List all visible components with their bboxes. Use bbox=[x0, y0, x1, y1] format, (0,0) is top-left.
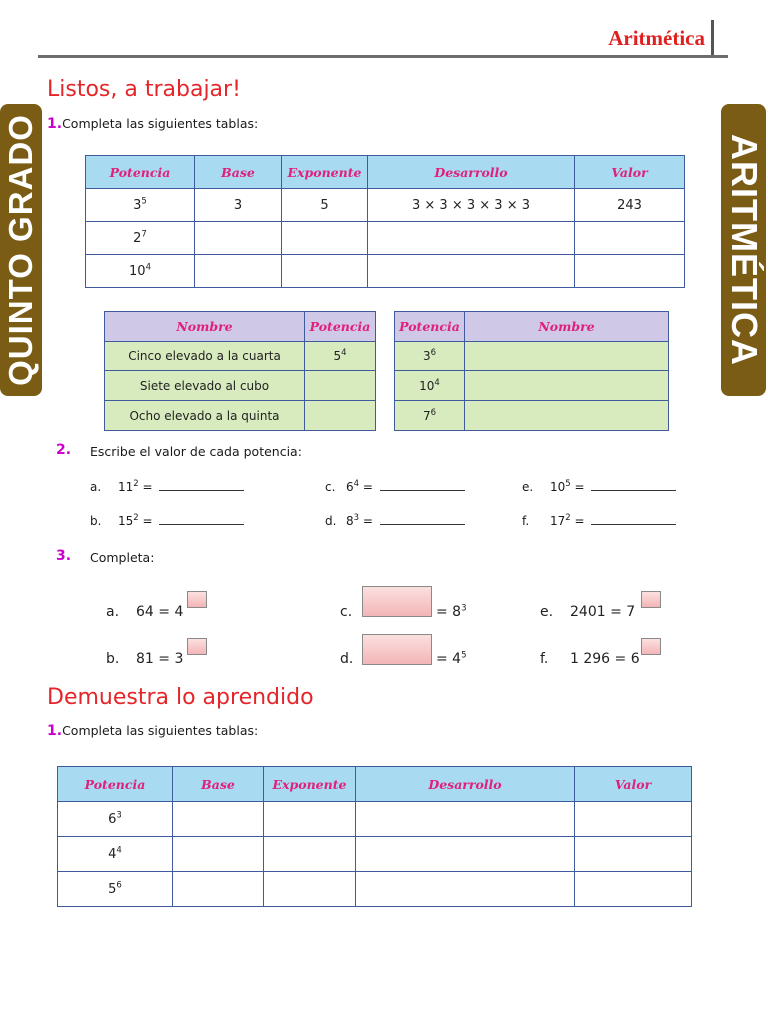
development-cell[interactable] bbox=[368, 255, 575, 288]
section-title-listos: Listos, a trabajar! bbox=[47, 77, 241, 102]
header-divider bbox=[711, 20, 714, 56]
question-3-number: 3. bbox=[56, 548, 72, 564]
side-band-left-label: QUINTO GRADO bbox=[2, 114, 40, 386]
exponent-cell[interactable] bbox=[264, 802, 356, 837]
development-cell[interactable] bbox=[356, 837, 575, 872]
column-header-base: Base bbox=[173, 767, 264, 802]
exponent-cell[interactable] bbox=[264, 837, 356, 872]
exercise-item: b. $15^2$ = bbox=[90, 514, 244, 528]
name-cell: Cinco elevado a la cuarta bbox=[105, 342, 305, 371]
power-cell: $3^5$ bbox=[86, 189, 195, 222]
table-row bbox=[86, 189, 685, 222]
power-cell[interactable] bbox=[305, 371, 376, 401]
exponent-cell[interactable] bbox=[264, 872, 356, 907]
table-row bbox=[58, 802, 692, 837]
instruction-number: 1. bbox=[47, 116, 63, 132]
exercise-item: c. $6^4$ = bbox=[325, 480, 465, 494]
name-cell[interactable] bbox=[465, 342, 669, 371]
development-cell[interactable] bbox=[356, 802, 575, 837]
exponent-cell[interactable] bbox=[282, 222, 368, 255]
answer-box[interactable] bbox=[641, 591, 661, 608]
table-row bbox=[58, 837, 692, 872]
name-cell: Ocho elevado a la quinta bbox=[105, 401, 305, 431]
answer-box[interactable] bbox=[187, 638, 207, 655]
instruction-text: Completa las siguientes tablas: bbox=[62, 116, 259, 131]
completion-item: a. 64 = 4 bbox=[106, 604, 184, 620]
exercise-item: f. $17^2$ = bbox=[522, 514, 676, 528]
value-cell[interactable] bbox=[575, 802, 692, 837]
name-cell: Siete elevado al cubo bbox=[105, 371, 305, 401]
base-cell[interactable] bbox=[173, 802, 264, 837]
power-cell: $7^6$ bbox=[395, 401, 465, 431]
column-header-base: Base bbox=[195, 156, 282, 189]
answer-box[interactable] bbox=[187, 591, 207, 608]
completion-result: = $8^3$ bbox=[436, 603, 467, 620]
column-header-nombre: Nombre bbox=[465, 312, 669, 342]
name-cell[interactable] bbox=[465, 401, 669, 431]
power-to-name-table bbox=[394, 311, 669, 431]
value-cell[interactable] bbox=[575, 255, 685, 288]
power-cell: $3^6$ bbox=[395, 342, 465, 371]
table-row bbox=[105, 342, 376, 371]
answer-blank[interactable] bbox=[591, 480, 676, 491]
value-cell[interactable]: 243 bbox=[575, 189, 685, 222]
exercise-item: a. $11^2$ = bbox=[90, 480, 244, 494]
completion-result: = $4^5$ bbox=[436, 650, 467, 667]
table-row bbox=[105, 371, 376, 401]
value-cell[interactable] bbox=[575, 837, 692, 872]
development-cell[interactable] bbox=[356, 872, 575, 907]
column-header-valor: Valor bbox=[575, 156, 685, 189]
completion-item: b. 81 = 3 bbox=[106, 651, 184, 667]
answer-box[interactable] bbox=[362, 586, 432, 617]
column-header-potencia: Potencia bbox=[86, 156, 195, 189]
answer-blank[interactable] bbox=[380, 514, 465, 525]
column-header-nombre: Nombre bbox=[105, 312, 305, 342]
answer-blank[interactable] bbox=[591, 514, 676, 525]
exercise-item: d. $8^3$ = bbox=[325, 514, 465, 528]
answer-blank[interactable] bbox=[380, 480, 465, 491]
power-cell: $4^4$ bbox=[58, 837, 173, 872]
column-header-desarrollo: Desarrollo bbox=[356, 767, 575, 802]
completion-item: f. 1 296 = 6 bbox=[540, 651, 640, 667]
value-cell[interactable] bbox=[575, 872, 692, 907]
column-header-exponente: Exponente bbox=[282, 156, 368, 189]
exercise-item: e. $10^5$ = bbox=[522, 480, 676, 494]
table-row bbox=[58, 872, 692, 907]
power-table-1 bbox=[85, 155, 685, 288]
power-cell[interactable] bbox=[305, 401, 376, 431]
answer-blank[interactable] bbox=[159, 480, 244, 491]
answer-box[interactable] bbox=[362, 634, 432, 665]
instruction-1 bbox=[47, 116, 258, 132]
completion-item: c. bbox=[340, 604, 353, 620]
column-header-potencia: Potencia bbox=[58, 767, 173, 802]
value-cell[interactable] bbox=[575, 222, 685, 255]
table-row bbox=[395, 401, 669, 431]
table-row bbox=[395, 371, 669, 401]
development-cell[interactable] bbox=[368, 222, 575, 255]
power-cell: $10^4$ bbox=[395, 371, 465, 401]
question-3-text: Completa: bbox=[90, 550, 155, 565]
column-header-potencia: Potencia bbox=[305, 312, 376, 342]
power-cell: $5^6$ bbox=[58, 872, 173, 907]
completion-item: e. 2401 = 7 bbox=[540, 604, 636, 620]
instruction-text: Completa las siguientes tablas: bbox=[62, 723, 259, 738]
name-to-power-table bbox=[104, 311, 376, 431]
base-cell[interactable] bbox=[195, 222, 282, 255]
exponent-cell[interactable]: 5 bbox=[282, 189, 368, 222]
answer-blank[interactable] bbox=[159, 514, 244, 525]
answer-box[interactable] bbox=[641, 638, 661, 655]
base-cell[interactable]: 3 bbox=[195, 189, 282, 222]
base-cell[interactable] bbox=[173, 837, 264, 872]
column-header-potencia: Potencia bbox=[395, 312, 465, 342]
power-cell[interactable]: $5^4$ bbox=[305, 342, 376, 371]
power-cell: $2^7$ bbox=[86, 222, 195, 255]
table-row bbox=[86, 222, 685, 255]
question-2-text: Escribe el valor de cada potencia: bbox=[90, 444, 302, 459]
base-cell[interactable] bbox=[173, 872, 264, 907]
header-rule bbox=[38, 55, 728, 58]
development-cell[interactable]: 3 × 3 × 3 × 3 × 3 bbox=[368, 189, 575, 222]
column-header-valor: Valor bbox=[575, 767, 692, 802]
base-cell[interactable] bbox=[195, 255, 282, 288]
completion-item: d. bbox=[340, 651, 354, 667]
name-cell[interactable] bbox=[465, 371, 669, 401]
table-row bbox=[395, 342, 669, 371]
column-header-desarrollo: Desarrollo bbox=[368, 156, 575, 189]
question-2-number: 2. bbox=[56, 442, 72, 458]
instruction-number: 1. bbox=[47, 723, 63, 739]
side-band-right-label: ARITMÉTICA bbox=[723, 134, 765, 366]
side-band-right bbox=[721, 104, 766, 396]
power-cell: $10^4$ bbox=[86, 255, 195, 288]
power-table-2 bbox=[57, 766, 692, 907]
column-header-exponente: Exponente bbox=[264, 767, 356, 802]
instruction-1 bbox=[47, 723, 258, 739]
table-row bbox=[86, 255, 685, 288]
table-row bbox=[105, 401, 376, 431]
header-title: Aritmética bbox=[608, 26, 705, 50]
side-band-left bbox=[0, 104, 42, 396]
exponent-cell[interactable] bbox=[282, 255, 368, 288]
power-cell: $6^3$ bbox=[58, 802, 173, 837]
section-title-demuestra: Demuestra lo aprendido bbox=[47, 685, 314, 710]
